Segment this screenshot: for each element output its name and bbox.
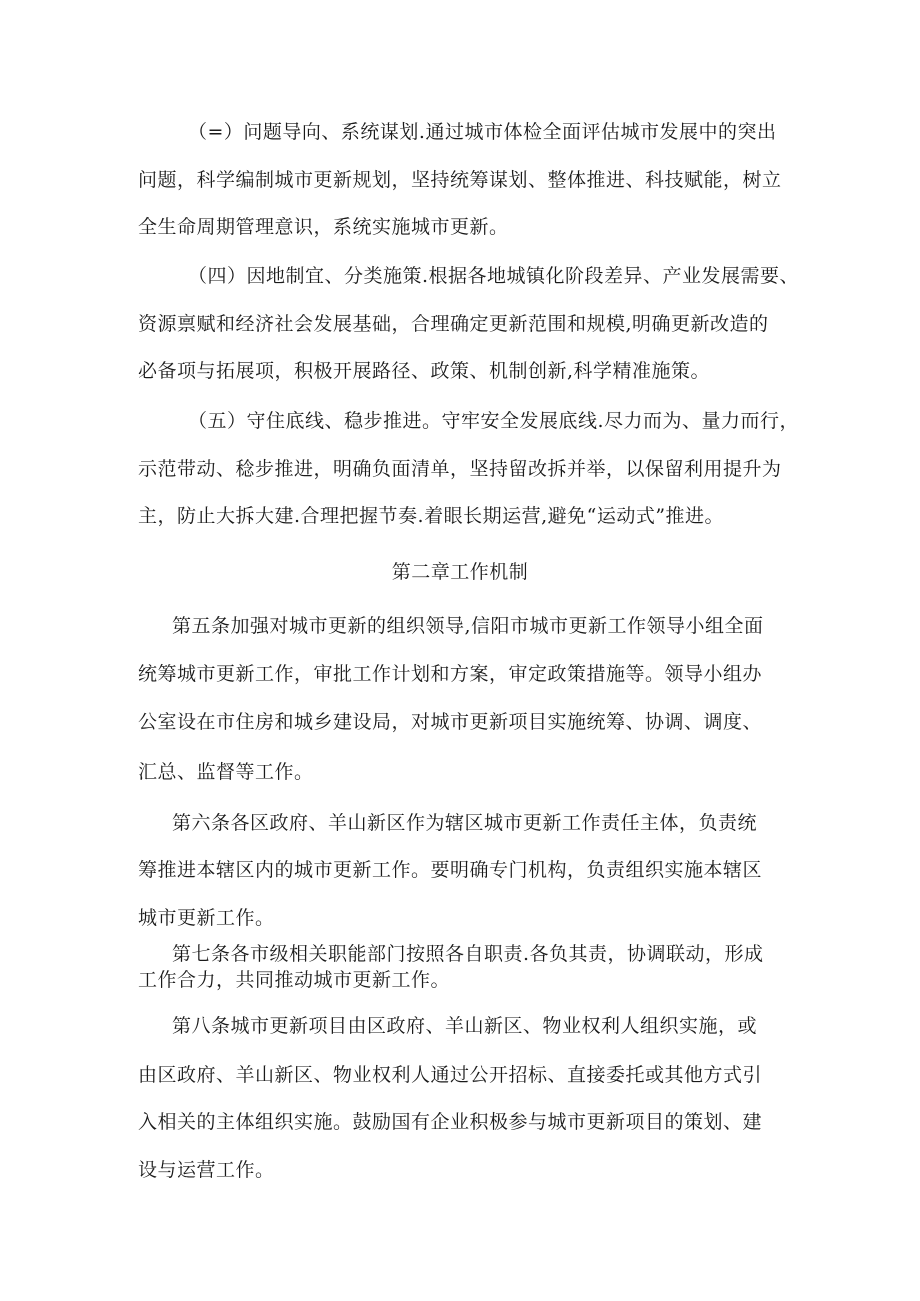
article-5-line-4: 汇总、监督等工作。 <box>138 761 314 783</box>
paragraph-2-line-1: （四）因地制宜、分类施策.根据各地城镇化阶段差异、产业发展需要、 <box>188 265 800 287</box>
paragraph-3-line-2: 示范带动、稔步推进，明确负面清单，坚持留改拆并举，以保留利用提升为 <box>138 458 782 480</box>
article-6-line-1: 第六条各区政府、羊山新区作为辖区城市更新工作责任主体，负责统 <box>172 812 758 834</box>
article-8-line-4: 设与运营工作。 <box>138 1159 275 1181</box>
article-7-line-2: 工作合力，共同推动城市更新工作。 <box>138 969 451 991</box>
paragraph-1-line-3: 全生命周期管理意识，系统实施城市更新。 <box>138 216 509 238</box>
article-5-line-1: 第五条加强对城市更新的组织领导,信阳市城市更新工作领导小组全面 <box>172 615 764 637</box>
article-8-line-3: 入相关的主体组织实施。鼓励国有企业积极参与城市更新项目的策划、建 <box>138 1111 763 1133</box>
paragraph-1-line-1: （=）问题导向、系统谋划.通过城市体检全面评估城市发展中的突出 <box>188 121 777 143</box>
article-5-line-3: 公室设在市住房和城乡建设局，对城市更新项目实施统筹、协调、调度、 <box>138 711 763 733</box>
paragraph-3-line-3: 主，防止大拆大建.合理把握节奏.着眼长期运营,避免“运动式”推进。 <box>138 505 725 527</box>
article-7-line-1: 第七条各市级相关职能部门按照各自职责.各负其责，协调联动，形成 <box>172 943 764 965</box>
article-8-line-1: 第八条城市更新项目由区政府、羊山新区、物业权利人组织实施，或 <box>172 1015 758 1037</box>
article-6-line-2: 筹推进本辖区内的城市更新工作。要明确专门机构，负责组织实施本辖区 <box>138 859 763 881</box>
chapter-title: 第二章工作机制 <box>391 561 529 583</box>
paragraph-2-line-3: 必备项与拓展项，积极开展路径、政策、机制创新,科学精准施策。 <box>138 360 711 382</box>
paragraph-2-line-2: 资源禀赋和经济社会发展基础，合理确定更新范围和规模,明确更新改造的 <box>138 313 769 335</box>
article-8-line-2: 由区政府、羊山新区、物业权利人通过公开招标、直接委托或其他方式引 <box>138 1064 763 1086</box>
paragraph-1-line-2: 问题，科学编制城市更新规划，坚持统筹谋划、整体推进、科技赋能，树立 <box>138 169 782 191</box>
article-5-line-2: 统筹城市更新工作，审批工作计划和方案，审定政策措施等。领导小组办 <box>138 663 763 685</box>
paragraph-3-line-1: （五）守住底线、稳步推进。守牢安全发展底线.尽力而为、量力而行， <box>188 410 800 432</box>
article-6-line-3: 城市更新工作。 <box>138 907 275 929</box>
